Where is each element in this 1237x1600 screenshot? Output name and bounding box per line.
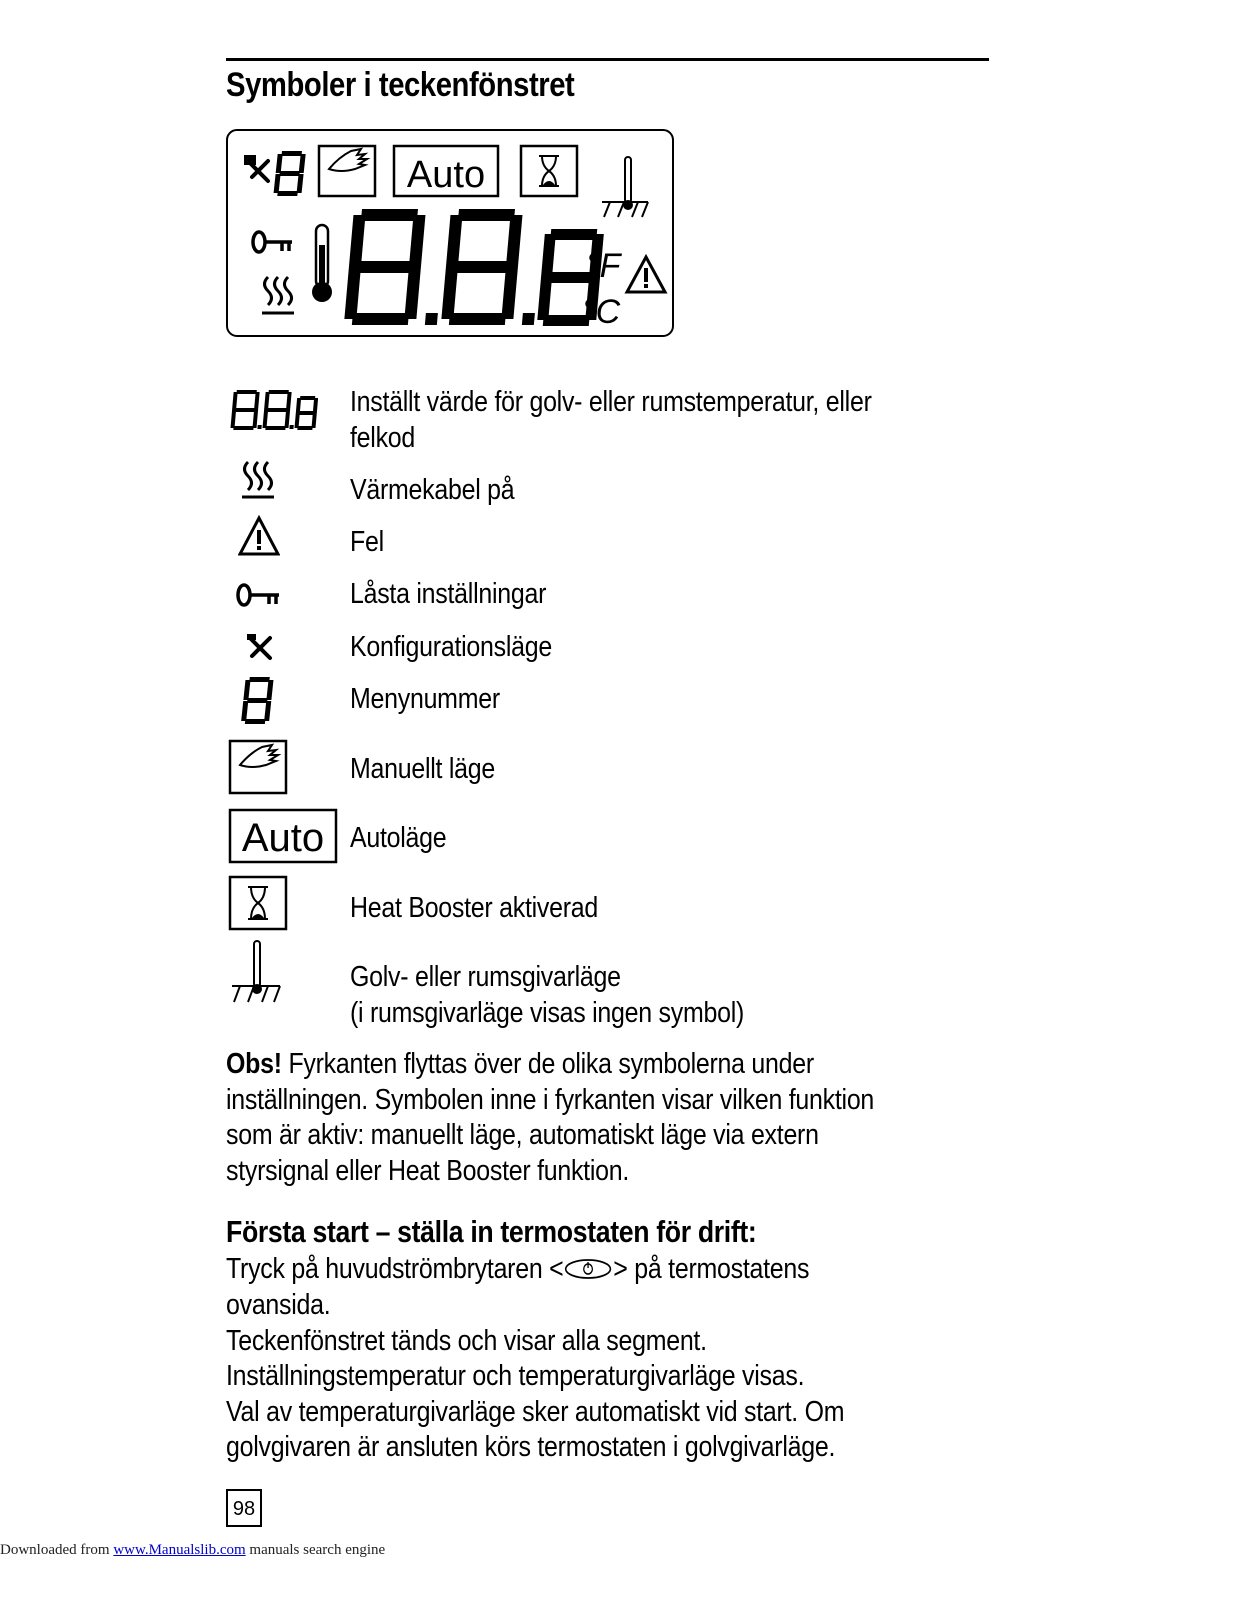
section-line-6: golvgivaren är ansluten körs termostaten i golvgivarläge. (226, 1431, 836, 1463)
heat-waves-icon (262, 277, 294, 313)
legend-text-sensor: Golv- eller rumsgivarläge (350, 961, 621, 993)
legend-text-sensor-2: (i rumsgivarläge visas ingen symbol) (350, 997, 745, 1029)
legend-text-setpoint: Inställt värde för golv- eller rumstemperatur, eller (350, 386, 872, 418)
heat-waves-icon (240, 460, 276, 500)
lcd-digits (344, 209, 606, 326)
legend-text-heating: Värmekabel på (350, 474, 515, 506)
auto-box-icon (228, 808, 338, 864)
legend-text-config: Konfigurationsläge (350, 631, 552, 663)
note-line-2: inställningen. Symbolen inne i fyrkanten visar vilken funktion (226, 1084, 875, 1116)
legend-text-menu: Menynummer (350, 683, 500, 715)
legend-text-booster: Heat Booster aktiverad (350, 892, 599, 924)
digits-888-icon (228, 388, 318, 434)
note-line-3: som är aktiv: manuellt läge, automatiskt läge via extern (226, 1119, 819, 1151)
section-line-5: Val av temperaturgivarläge sker automatiskt vid start. Om (226, 1396, 845, 1428)
svg-text:Auto: Auto (241, 816, 325, 860)
section-line-1: Tryck på huvudströmbrytaren < > på termostatens (226, 1253, 810, 1285)
page-number: 98 (226, 1489, 262, 1527)
legend-text-error: Fel (350, 526, 384, 558)
legend-text-locked: Låsta inställningar (350, 578, 547, 610)
section-line-4: Inställningstemperatur och temperaturgivarläge visas. (226, 1360, 805, 1392)
legend-text-auto: Autoläge (350, 822, 447, 854)
tools-icon (246, 157, 268, 181)
key-icon (253, 232, 292, 252)
note-line-4: styrsignal eller Heat Booster funktion. (226, 1155, 630, 1187)
footer: Downloaded from www.Manualslib.com manuals search engine (0, 1542, 386, 1558)
section-heading: Första start – ställa in termostaten för drift: (226, 1214, 757, 1249)
hand-box-icon (319, 146, 375, 196)
unit-celsius: °C (582, 293, 621, 331)
note-line-1: Obs! Fyrkanten flyttas över de olika symbolerna under (226, 1048, 814, 1080)
key-icon (236, 582, 282, 610)
note-bold: Obs! (226, 1048, 282, 1080)
manualslib-link[interactable]: www.Manualslib.com (113, 1542, 246, 1558)
section-line-3: Teckenfönstret tänds och visar alla segment. (226, 1325, 707, 1357)
segment-8-icon (273, 151, 306, 196)
hourglass-box-icon (228, 875, 288, 931)
lcd-display-illustration (226, 129, 674, 337)
segment-8-icon (238, 675, 274, 727)
tools-icon (246, 632, 276, 662)
unit-fahrenheit: °F (586, 247, 621, 285)
legend-text-manual: Manuellt läge (350, 753, 496, 785)
warning-triangle-icon (627, 257, 665, 292)
floor-sensor-icon (602, 157, 648, 217)
power-button-icon (564, 1258, 612, 1280)
floor-sensor-icon (230, 940, 282, 1006)
thermometer-icon (312, 225, 332, 302)
page-title: Symboler i teckenfönstret (226, 66, 575, 104)
section-line-2: ovansida. (226, 1289, 331, 1321)
legend-text-setpoint-2: felkod (350, 422, 416, 454)
top-rule (226, 58, 989, 61)
hourglass-box-icon (521, 146, 577, 196)
auto-label: Auto (406, 154, 486, 196)
hand-box-icon (228, 739, 288, 795)
warning-triangle-icon (238, 515, 280, 557)
